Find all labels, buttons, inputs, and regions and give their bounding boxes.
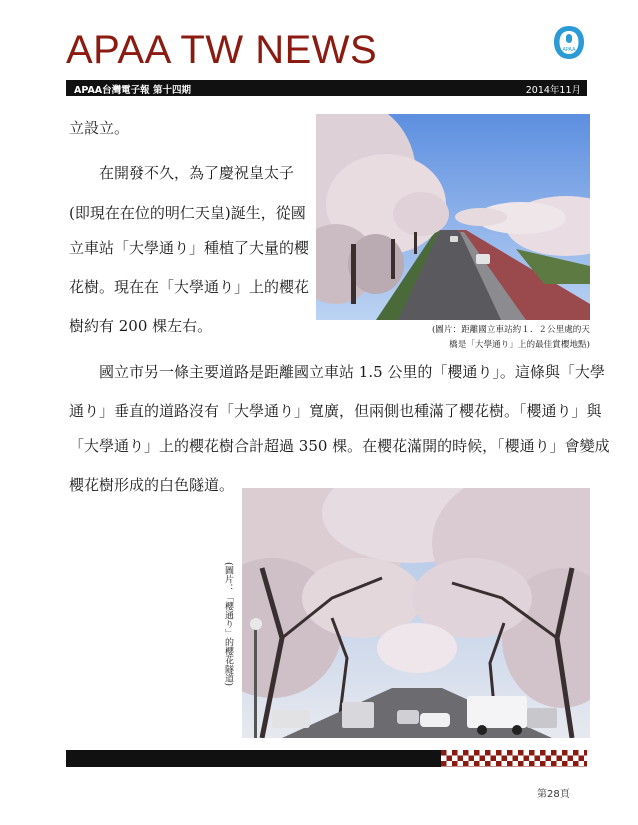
paragraph-2-line: (即現在在位的明仁天皇)誕生，從國 (69, 204, 306, 222)
newsletter-title: APAA TW NEWS (66, 28, 378, 72)
paragraph-2-line: 立車站「大學通り」種植了大量的櫻 (69, 239, 310, 257)
photo-2-caption: (圖片：「櫻通り」的櫻花隧道) (223, 562, 233, 687)
svg-text:APAA: APAA (562, 47, 576, 53)
photo-sakura-dori-tunnel (242, 488, 590, 738)
paragraph-3-line: 櫻花樹形成的白色隧道。 (69, 476, 235, 494)
header-bar (66, 80, 587, 96)
issue-label: APAA台灣電子報 第十四期 (74, 85, 191, 96)
paragraph-3-line: 通り」垂直的道路沒有「大學通り」寬廣，但兩側也種滿了櫻花樹。「櫻通り」與 (69, 402, 602, 420)
paragraph-2-line: 在開發不久，為了慶祝皇太子 (99, 164, 295, 182)
checker-pattern (441, 750, 587, 767)
photo-daigaku-dori (316, 114, 590, 320)
paragraph-3-line: 「大學通り」上的櫻花樹合計超過 350 棵。在櫻花滿開的時候，「櫻通り」會變成 (69, 437, 610, 455)
apaa-logo-icon (551, 24, 587, 62)
paragraph-3-line: 國立市另一條主要道路是距離國立車站 1.5 公里的「櫻通り」。這條與「大學 (99, 363, 605, 381)
page-number: 第28頁 (537, 789, 570, 800)
photo-1-caption: (圖片：距離國立車站約１．２公里處的天 橋是「大學通り」上的最佳賞櫻地點) (431, 325, 590, 350)
paragraph-2-line: 樹約有 200 棵左右。 (69, 317, 213, 335)
paragraph-1-line: 立設立。 (69, 119, 130, 137)
paragraph-2-line: 花樹。現在在「大學通り」上的櫻花 (69, 278, 310, 296)
issue-date: 2014年11月 (525, 85, 581, 96)
